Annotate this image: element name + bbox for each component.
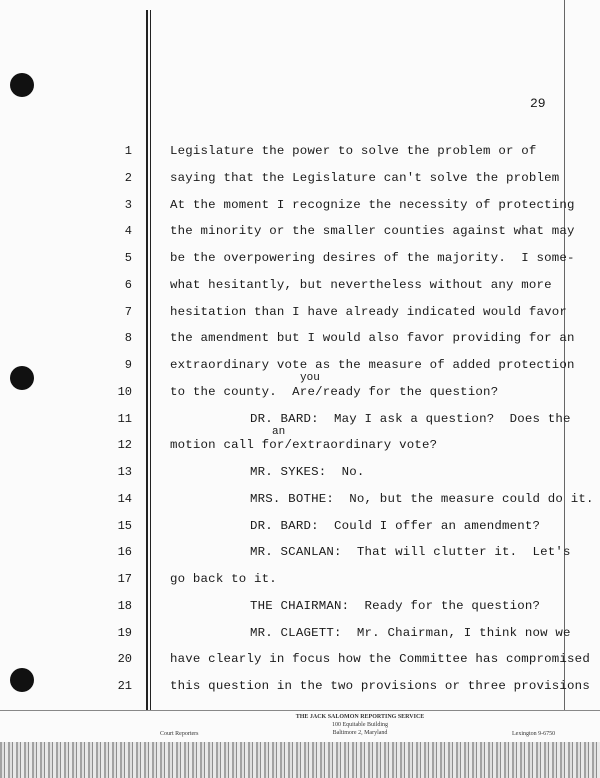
footer-city: Baltimore 2, Maryland (332, 730, 388, 736)
line-number: 10 (117, 384, 132, 399)
line-number: 9 (124, 358, 132, 372)
right-margin-line (564, 0, 565, 710)
line-number: 7 (124, 304, 132, 319)
transcript-line: MRS. BOTHE: No, but the measure could do it. (250, 491, 594, 506)
scan-noise (0, 742, 600, 778)
footer-service-name: THE JACK SALOMON REPORTING SERVICE (295, 714, 425, 720)
transcript-line: have clearly in focus how the Committee has compromised (170, 652, 590, 667)
line-number: 6 (124, 277, 132, 292)
line-number: 14 (117, 491, 132, 506)
transcript-line: the amendment but I would also favor providing for an (170, 331, 575, 346)
transcript-line: the minority or the smaller counties against what may (170, 224, 575, 239)
line-number: 21 (117, 679, 132, 693)
transcript-line: DR. BARD: Could I offer an amendment? (250, 518, 541, 533)
transcript-line: extraordinary vote as the measure of added protection (170, 358, 575, 372)
transcript-line: go back to it. (170, 572, 277, 586)
interlinear-insertion: an (272, 426, 286, 438)
line-number: 13 (117, 465, 132, 479)
transcript-line: this question in the two provisions or three provisions (170, 679, 590, 693)
margin-line (150, 10, 151, 710)
line-number: 5 (124, 251, 132, 265)
transcript-line: hesitation than I have already indicated would favor (170, 304, 568, 319)
footer-address: 100 Equitable Building (332, 722, 388, 728)
page-number: 29 (530, 96, 546, 111)
transcript-line: motion call for/extraordinary vote? (170, 438, 438, 453)
punch-hole (10, 366, 34, 390)
transcript-line: Legislature the power to solve the problem or of (170, 144, 537, 158)
transcript-line: MR. SCANLAN: That will clutter it. Let's (250, 545, 571, 560)
line-number: 4 (124, 224, 132, 239)
line-number: 19 (117, 625, 132, 640)
transcript-line: be the overpowering desires of the majority. I some- (170, 251, 575, 265)
line-number: 12 (117, 438, 132, 453)
line-number: 20 (117, 652, 132, 667)
line-number: 3 (124, 197, 132, 212)
transcript-line: At the moment I recognize the necessity of protecting (170, 197, 575, 212)
line-number: 18 (117, 598, 132, 613)
line-number: 8 (124, 331, 132, 346)
line-number: 17 (117, 572, 132, 586)
transcript-line: to the county. Are/ready for the question? (170, 384, 499, 399)
line-number: 2 (124, 170, 132, 185)
footer-rule (0, 710, 600, 711)
margin-line (146, 10, 148, 710)
transcript-line: saying that the Legislature can't solve the problem (170, 170, 560, 185)
transcript-line: what hesitantly, but nevertheless without any more (170, 277, 552, 292)
line-number: 11 (117, 411, 132, 426)
line-number: 16 (117, 545, 132, 560)
line-number: 15 (117, 518, 132, 533)
transcript-line: MR. CLAGETT: Mr. Chairman, I think now we (250, 625, 571, 640)
line-number: 1 (124, 144, 132, 158)
transcript-line: DR. BARD: May I ask a question? Does the (250, 411, 571, 426)
transcript-line: MR. SYKES: No. (250, 465, 365, 479)
transcript-line: THE CHAIRMAN: Ready for the question? (250, 598, 541, 613)
footer-left: Court Reporters (160, 731, 199, 737)
punch-hole (10, 668, 34, 692)
interlinear-insertion: you (300, 372, 320, 384)
footer-right: Lexington 9-6750 (512, 731, 556, 737)
punch-hole (10, 73, 34, 97)
